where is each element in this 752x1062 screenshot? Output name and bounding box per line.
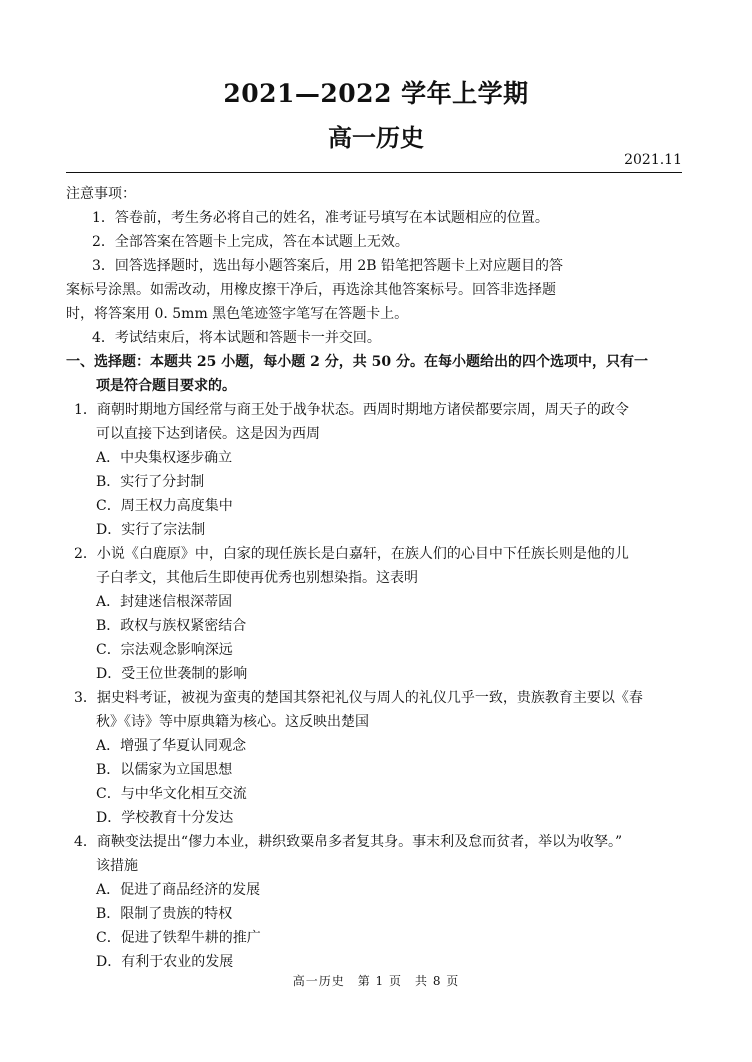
question-3-stem: 3．据史料考证，被视为蛮夷的楚国其祭祀礼仪与周人的礼仪几乎一致，贵族教育主要以《春: [74, 690, 643, 706]
exam-content: [66, 182, 686, 974]
notice-heading: 注意事项：: [66, 186, 136, 202]
question-3-option-c: C．与中华文化相互交流: [96, 786, 247, 802]
header-divider: [66, 172, 682, 173]
question-1-stem: 1．商朝时期地方国经常与商王处于战争状态。西周时期地方诸侯都要宗周，周天子的政令: [74, 402, 629, 418]
question-4-stem-continued: 该措施: [96, 858, 138, 874]
question-2-option-b: B．政权与族权紧密结合: [96, 618, 247, 634]
question-1-option-c: C．周王权力高度集中: [96, 498, 233, 514]
notice-item-continued: 案标号涂黑。如需改动，用橡皮擦干净后，再选涂其他答案标号。回答非选择题: [66, 282, 556, 298]
question-3-option-d: D．学校教育十分发达: [96, 810, 234, 826]
question-4-option-d: D．有利于农业的发展: [96, 954, 234, 970]
question-4-option-a: A．促进了商品经济的发展: [96, 882, 261, 898]
notice-item: 3．回答选择题时，选出每小题答案后，用 2B 铅笔把答题卡上对应题目的答: [92, 258, 564, 274]
question-2-option-d: D．受王位世袭制的影响: [96, 666, 248, 682]
question-3-stem-continued: 秋》《诗》等中原典籍为核心。这反映出楚国: [96, 714, 369, 730]
notice-item: 4．考试结束后，将本试题和答题卡一并交回。: [92, 330, 381, 346]
question-3-option-b: B．以儒家为立国思想: [96, 762, 233, 778]
question-1-option-d: D．实行了宗法制: [96, 522, 206, 538]
question-2-option-c: C．宗法观念影响深远: [96, 642, 233, 658]
question-1-option-b: B．实行了分封制: [96, 474, 205, 490]
question-2-stem: 2．小说《白鹿原》中，白家的现任族长是白嘉轩，在族人们的心目中下任族长则是他的儿: [74, 546, 629, 562]
notice-item-continued: 时，将答案用 0. 5mm 黑色笔迹签字笔写在答题卡上。: [66, 306, 409, 322]
section-heading: 一、选择题：本题共 25 小题，每小题 2 分，共 50 分。在每小题给出的四个选项中，只有一: [66, 354, 648, 370]
question-2-stem-continued: 子白孝文，其他后生即使再优秀也别想染指。这表明: [96, 570, 418, 586]
question-2-option-a: A．封建迷信根深蒂固: [96, 594, 233, 610]
exam-date: 2021.11: [624, 152, 682, 168]
section-heading-continued: 项是符合题目要求的。: [96, 378, 236, 394]
question-4-stem: 4．商鞅变法提出“僇力本业，耕织致粟帛多者复其身。事末利及怠而贫者，举以为收孥。”: [74, 834, 623, 850]
question-4-option-c: C．促进了铁犁牛耕的推广: [96, 930, 261, 946]
question-3-option-a: A．增强了华夏认同观念: [96, 738, 247, 754]
question-1-option-a: A．中央集权逐步确立: [96, 450, 233, 466]
page-footer: 高一历史 第 1 页 共 8 页: [292, 974, 460, 988]
exam-title: 2021—2022 学年上学期: [223, 79, 529, 108]
question-4-option-b: B．限制了贵族的特权: [96, 906, 233, 922]
notice-item: 2．全部答案在答题卡上完成，答在本试题上无效。: [92, 234, 409, 250]
notice-item: 1．答卷前，考生务必将自己的姓名，准考证号填写在本试题相应的位置。: [92, 210, 549, 226]
question-1-stem-continued: 可以直接下达到诸侯。这是因为西周: [96, 426, 320, 442]
exam-subject: 高一历史: [328, 123, 424, 152]
